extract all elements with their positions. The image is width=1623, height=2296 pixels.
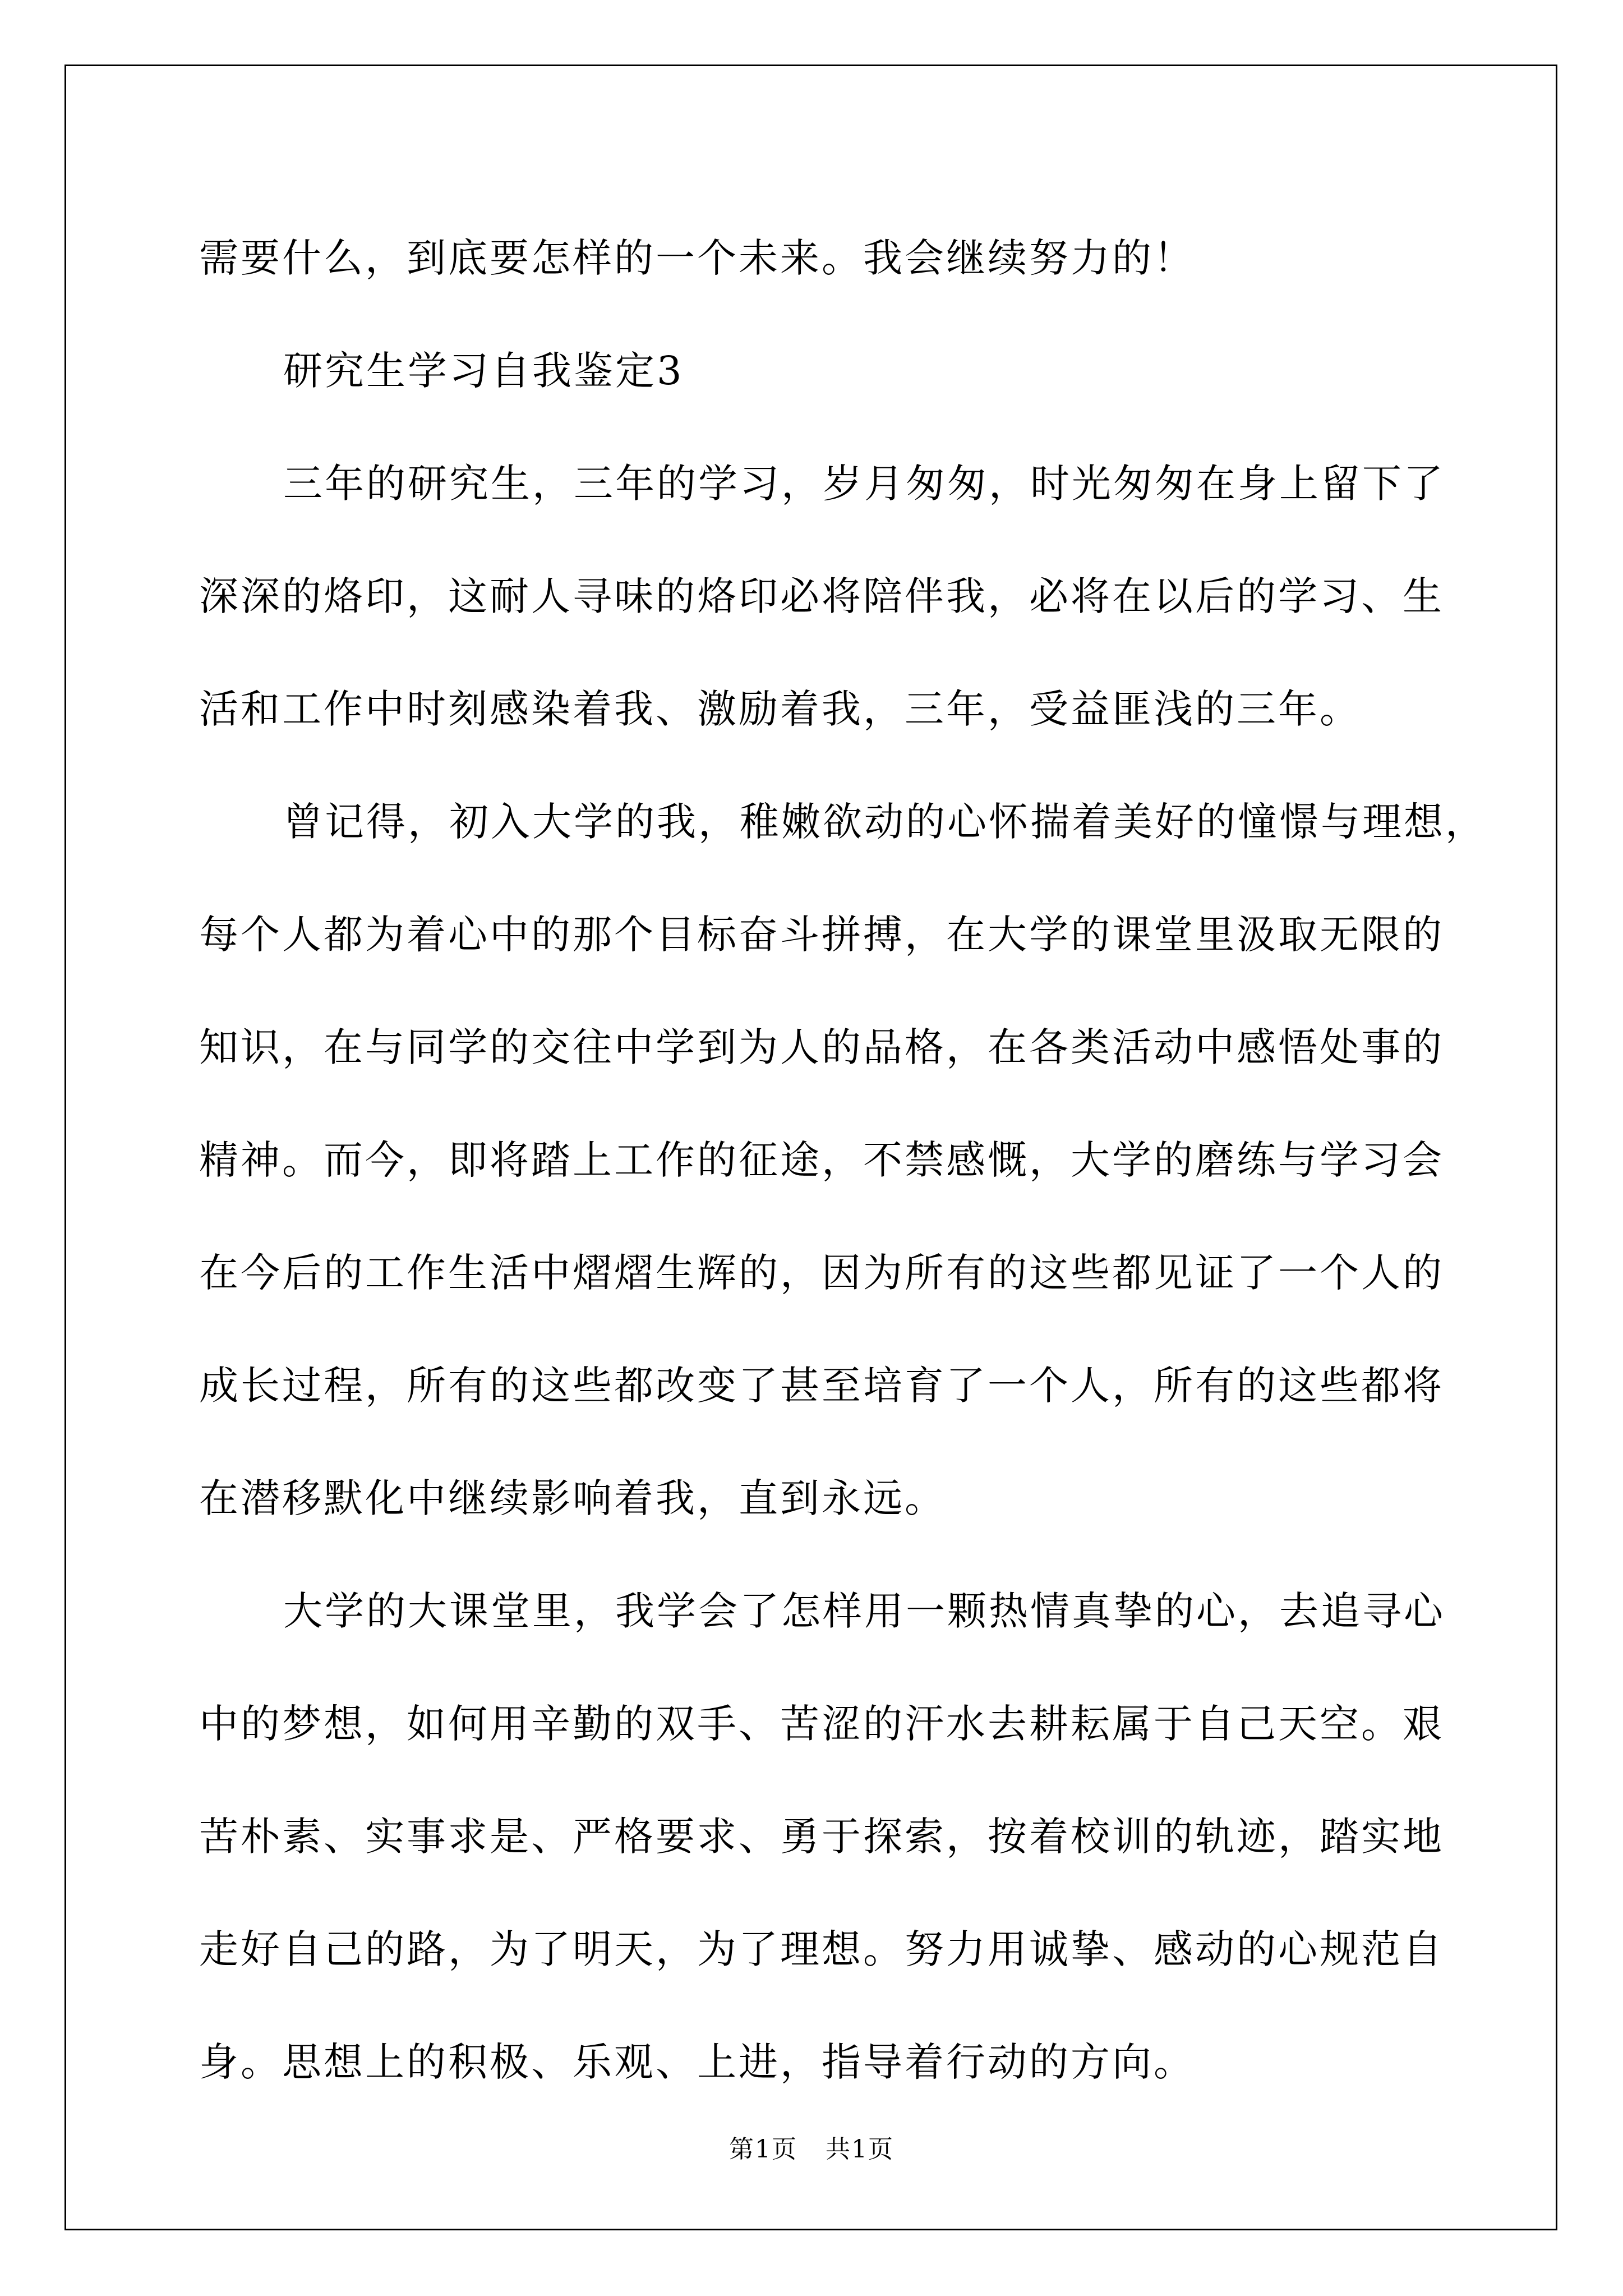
text-line: 三年的研究生，三年的学习，岁月匆匆，时光匆匆在身上留下了 xyxy=(283,461,1445,507)
text-line: 中的梦想，如何用辛勤的双手、苦涩的汗水去耕耘属于自己天空。艰 xyxy=(199,1701,1444,1747)
text-line: 曾记得，初入大学的我，稚嫩欲动的心怀揣着美好的憧憬与理想， xyxy=(283,799,1487,845)
section-heading: 研究生学习自我鉴定3 xyxy=(283,348,684,394)
text-line: 在潜移默化中继续影响着我，直到永远。 xyxy=(199,1475,946,1521)
text-line: 知识，在与同学的交往中学到为人的品格，在各类活动中感悟处事的 xyxy=(199,1024,1444,1070)
text-line: 成长过程，所有的这些都改变了甚至培育了一个人，所有的这些都将 xyxy=(199,1363,1444,1409)
page-number-total: 共1页 xyxy=(826,2135,894,2164)
text-line: 每个人都为着心中的那个目标奋斗拼搏，在大学的课堂里汲取无限的 xyxy=(199,912,1444,958)
text-line: 苦朴素、实事求是、严格要求、勇于探索，按着校训的轨迹，踏实地 xyxy=(199,1814,1444,1860)
text-line: 走好自己的路，为了明天，为了理想。努力用诚挚、感动的心规范自 xyxy=(199,1926,1444,1972)
page-footer xyxy=(0,2129,1623,2165)
text-line: 深深的烙印，这耐人寻味的烙印必将陪伴我，必将在以后的学习、生 xyxy=(199,573,1444,619)
text-line: 大学的大课堂里，我学会了怎样用一颗热情真挚的心，去追寻心 xyxy=(283,1588,1445,1634)
text-line: 活和工作中时刻感染着我、激励着我，三年，受益匪浅的三年。 xyxy=(199,686,1361,732)
text-line: 需要什么，到底要怎样的一个未来。我会继续努力的！ xyxy=(199,235,1195,281)
page-number-current: 第1页 xyxy=(729,2135,797,2164)
text-line: 在今后的工作生活中熠熠生辉的，因为所有的这些都见证了一个人的 xyxy=(199,1250,1444,1296)
text-line: 身。思想上的积极、乐观、上进，指导着行动的方向。 xyxy=(199,2039,1195,2085)
document-body xyxy=(199,202,1487,2119)
text-line: 精神。而今，即将踏上工作的征途，不禁感慨，大学的磨练与学习会 xyxy=(199,1137,1444,1183)
